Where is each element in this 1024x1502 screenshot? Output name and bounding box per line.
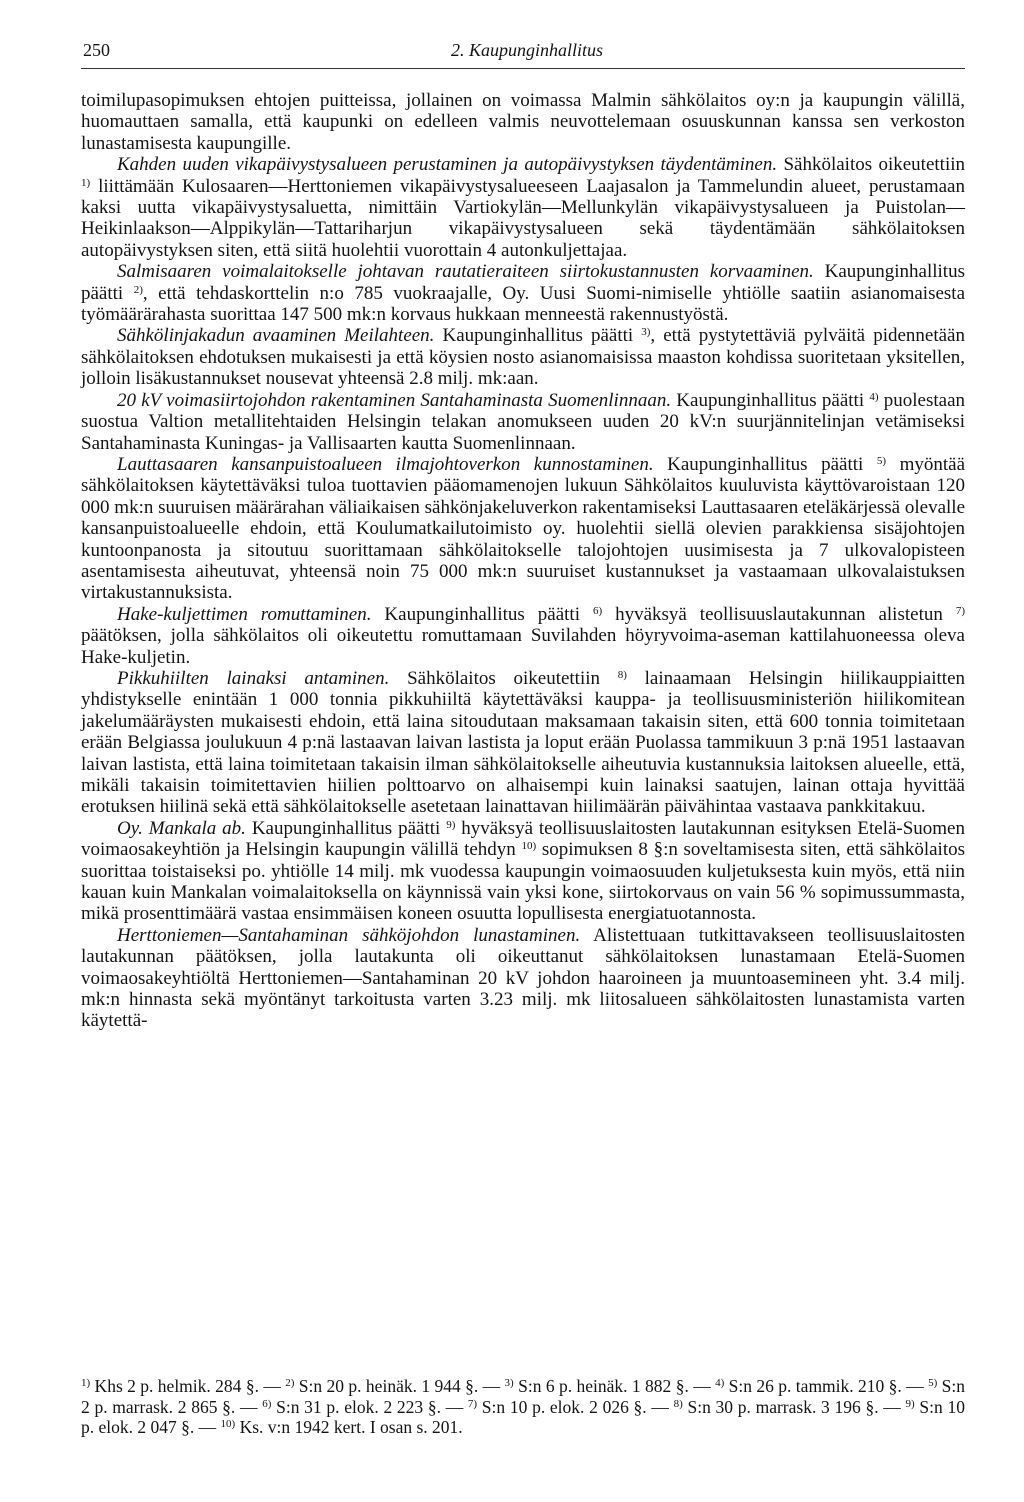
paragraph-text: , että pystytettäviä pylväitä pidennetään sähkölaitoksen ehdotuksen mukaisesti ja että köysien nosto asianomaisissa maaston kohdissa suoritetaan yksitellen, jolloin lisäkustannukset nousevat yhteensä 2.8 milj. mk:aan. xyxy=(81,325,965,390)
footnote-text: S:n 6 p. heinäk. 1 882 §. — xyxy=(513,1376,716,1396)
paragraph xyxy=(81,325,965,389)
footnote-number: 4) xyxy=(715,1377,725,1389)
paragraph-text: päätöksen, jolla sähkölaitos oli oikeutettu romuttamaan Suvilahden höyryvoima-aseman kattilahuoneessa oleva Hake-kuljetin. xyxy=(81,625,965,668)
paragraph xyxy=(81,390,965,454)
footnote-text: S:n 20 p. heinäk. 1 944 §. — xyxy=(294,1376,505,1396)
paragraph xyxy=(81,454,965,604)
paragraph xyxy=(81,668,965,818)
paragraph xyxy=(81,90,965,154)
paragraph-text: Kaupunginhallitus päätti xyxy=(81,261,965,304)
footnote-marker: 8) xyxy=(617,668,627,681)
footnote-text: S:n 26 p. tammik. 210 §. — xyxy=(724,1376,929,1396)
section-title: Hake-kuljettimen romuttaminen. xyxy=(117,603,372,625)
paragraph xyxy=(81,604,965,668)
section-title: Lauttasaaren kansanpuistoalueen ilmajohtoverkon kunnostaminen. xyxy=(117,453,654,475)
footnote-text: S:n 10 p. elok. 2 047 §. — xyxy=(81,1396,965,1437)
footnotes xyxy=(81,1376,965,1438)
section-title: 20 kV voimasiirtojohdon rakentaminen Santahaminasta Suomenlinnaan. xyxy=(117,389,672,411)
footnote-number: 8) xyxy=(673,1397,683,1410)
footnote-marker: 1) xyxy=(81,176,91,189)
paragraph-text: liittämään Kulosaaren—Herttoniemen vikapäivystysalueeseen Laajasalon ja Tammelundin alueet, perustamaan kaksi uutta vikapäivystysaluetta, nimittäin Vartiokylän—Mellunkylän vikapäivystysalueen ja Puistolan—Heikinlaakson—Alppikylän—Tattariharjun vikapäivystysalueen sekä täydentämään sähkölaitoksen autopäivystyksen siten, että siitä huolehtii vuorottain 4 autonkuljettajaa. xyxy=(81,175,965,261)
footnote-list xyxy=(81,1376,965,1438)
paragraph-text: Kaupunginhallitus päätti xyxy=(245,817,447,839)
paragraph-text: Kaupunginhallitus päätti xyxy=(653,453,877,475)
footnote-marker: 10) xyxy=(521,840,537,853)
footnote-number: 1) xyxy=(81,1377,91,1389)
section-title: Oy. Mankala ab. xyxy=(117,817,246,839)
paragraph-text: puolestaan suostua Valtion metallitehtaiden Helsingin telakan anomukseen uuden 20 kV:n suurjännitelinjan vetämiseksi Santahaminasta Kuningas- ja Vallisaarten kautta Suomenlinnaan. xyxy=(81,389,965,454)
paragraph-text: sopimuksen 8 §:n soveltamisesta siten, että sähkölaitos suorittaa toistaiseksi po. yhtiölle 14 milj. mk vuodessa kaupungin voimaosuuden kuljetuksesta kuin myös, että niin kauan kuin Mankalan voimalaitoksella on käynnissä vain yksi kone, siirtokorvaus on vain 56 % sopimussummasta, mikä prosenttimäärä vastaa ensimmäisen koneen osuutta lopullisesta energiatuotannosta. xyxy=(81,839,965,925)
page-number: 250 xyxy=(83,40,110,60)
footnote-marker: 2) xyxy=(133,283,143,296)
footnote-text: S:n 31 p. elok. 2 223 §. — xyxy=(271,1396,468,1417)
footnote-marker: 9) xyxy=(446,818,456,831)
paragraph-text: , että tehdaskorttelin n:o 785 vuokraajalle, Oy. Uusi Suomi-nimiselle yhtiölle saatiin asianomaisesta työmäärärahasta suorittaa 147 500 mk:n korvaus hukkaan menneestä rakennustyöstä. xyxy=(81,282,966,326)
footnote-text: S:n 10 p. elok. 2 026 §. — xyxy=(477,1396,674,1417)
section-title: Sähkölinjakadun avaaminen Meilahteen. xyxy=(117,325,435,347)
footnote-number: 3) xyxy=(504,1377,514,1389)
section-title: Herttoniemen—Santahaminan sähköjohdon lunastaminen. xyxy=(117,924,581,946)
footnote-text: S:n 2 p. marrask. 2 865 §. — xyxy=(81,1376,966,1417)
body-text xyxy=(81,90,965,1032)
page-header xyxy=(81,28,965,62)
footnote-marker: 5) xyxy=(876,454,887,467)
paragraph-text: hyväksyä teollisuuslautakunnan alistetun xyxy=(602,603,956,625)
footnote-number: 5) xyxy=(928,1377,938,1389)
paragraph xyxy=(81,154,965,261)
paragraph xyxy=(81,818,965,925)
paragraph-text: toimilupasopimuksen ehtojen puitteissa, jollainen on voimassa Malmin sähkölaitos oy:n ja kaupungin välillä, huomauttaen samalla, että kaupunki on edelleen valmis neuvottelemaan osuuskunnan kanssa sen verkoston lunastamisesta kaupungille. xyxy=(81,90,965,154)
paragraph-text: myöntää sähkölaitoksen käytettäväksi tuloa tuottavien pääomamenojen lukuun Sähkölaitos kuuluvista käyttövaroistaan 120 000 mk:n suuruisen määrärahan väliaikaisen sähkönjakeluverkon rakentamiseksi Lauttasaaren eteläkärjessä olevalle kansanpuistoalueelle ehdoin, että Koulumatkailutoimisto oy. huolehtii siellä olevien parakkiensa sisäjohtojen kuntoonpanosta ja sitoutuu suorittamaan sähkölaitokselle talojohtojen uusimisesta ja 7 ulkovalopisteen asentamisesta aiheutuvat, yhteensä noin 75 000 mk:n suuruiset kustannukset ja vastaamaan ulkovalaistuksen virtakustannuksista. xyxy=(81,453,965,604)
paragraph-text: Kaupunginhallitus päätti xyxy=(371,603,593,625)
section-title: Pikkuhiilten lainaksi antaminen. xyxy=(117,667,390,689)
running-head: 2. Kaupunginhallitus xyxy=(451,40,604,60)
footnote-text: S:n 30 p. marrask. 3 196 §. — xyxy=(682,1396,906,1417)
footnote-number: 2) xyxy=(285,1377,295,1389)
footnote-text: Ks. v:n 1942 kert. I osan s. 201. xyxy=(235,1417,463,1437)
paragraph-text: hyväksyä teollisuuslaitosten lautakunnan esityksen Etelä-Suomen voimaosakeyhtiön ja Helsingin kaupungin välillä tehdyn xyxy=(81,817,965,861)
footnote-marker: 4) xyxy=(869,390,879,403)
header-rule xyxy=(81,68,965,69)
footnote-number: 10) xyxy=(220,1418,236,1430)
paragraph xyxy=(81,261,965,325)
paragraph-text: Alistettuaan tutkittavakseen teollisuuslaitosten lautakunnan päätöksen, jolla lautakunta oli oikeuttanut sähkölaitoksen lunastamaan Etelä-Suomen voimaosakeyhtiöltä Herttoniemen—Santahaminan 20 kV johdon haaroineen ja muuntoasemineen yht. 3.4 milj. mk:n hinnasta sekä myöntänyt tarkoitusta varten 3.23 milj. mk liitosalueen sähkölaitosten lunastamista varten käytettä- xyxy=(81,924,965,1032)
footnote-number: 6) xyxy=(262,1397,272,1410)
footnote-number: 7) xyxy=(467,1397,478,1410)
paragraph-text: Sähkölaitos oikeutettiin xyxy=(777,154,966,176)
footnote-marker: 6) xyxy=(592,604,603,617)
section-title: Kahden uuden vikapäivystysalueen perustaminen ja autopäivystyksen täydentäminen. xyxy=(117,154,778,176)
document-page xyxy=(81,28,966,1437)
footnote-marker: 3) xyxy=(641,326,651,339)
footnote-text: Khs 2 p. helmik. 284 §. — xyxy=(90,1376,286,1396)
paragraph-text: lainaamaan Helsingin hiilikauppiaitten yhdistykselle enintään 1 000 tonnia pikkuhiiltä käytettäväksi kauppa- ja teollisuusministeriön hiilikomitean jakelumääräysten mukaisesti ehdoin, että laina sitoudutaan maksamaan takaisin siten, että 600 tonnia toimitetaan erään Belgiassa joulukuun 4 p:nä lastaavan laivan lastista ja loput erään Puolassa tammikuun 3 p:nä 1951 lastaavan laivan lastista, että laina toimitetaan takaisin ilman sähkölaitokselle aiheutuvia kustannuksia laitoksen alueelle, että, mikäli takaisin toimitettavien hiilien polttoarvo on alhaisempi kuin lainaksi saatujen, lainan ottaja hyvittää erotuksen hiilinä sekä että sähkölaitokselle asetetaan lainattavan hiilimäärän päivähintaa vastaava pankkitakuu. xyxy=(81,667,966,818)
paragraph xyxy=(81,925,965,1032)
section-title: Salmisaaren voimalaitokselle johtavan rautatieraiteen siirtokustannusten korvaaminen. xyxy=(117,261,814,283)
footnote-number: 9) xyxy=(905,1397,915,1410)
footnote-marker: 7) xyxy=(955,604,965,617)
paragraph-text: Kaupunginhallitus päätti xyxy=(434,325,642,347)
paragraph-text: Sähkölaitos oikeutettiin xyxy=(389,667,618,689)
paragraph-text: Kaupunginhallitus päätti xyxy=(671,389,870,411)
